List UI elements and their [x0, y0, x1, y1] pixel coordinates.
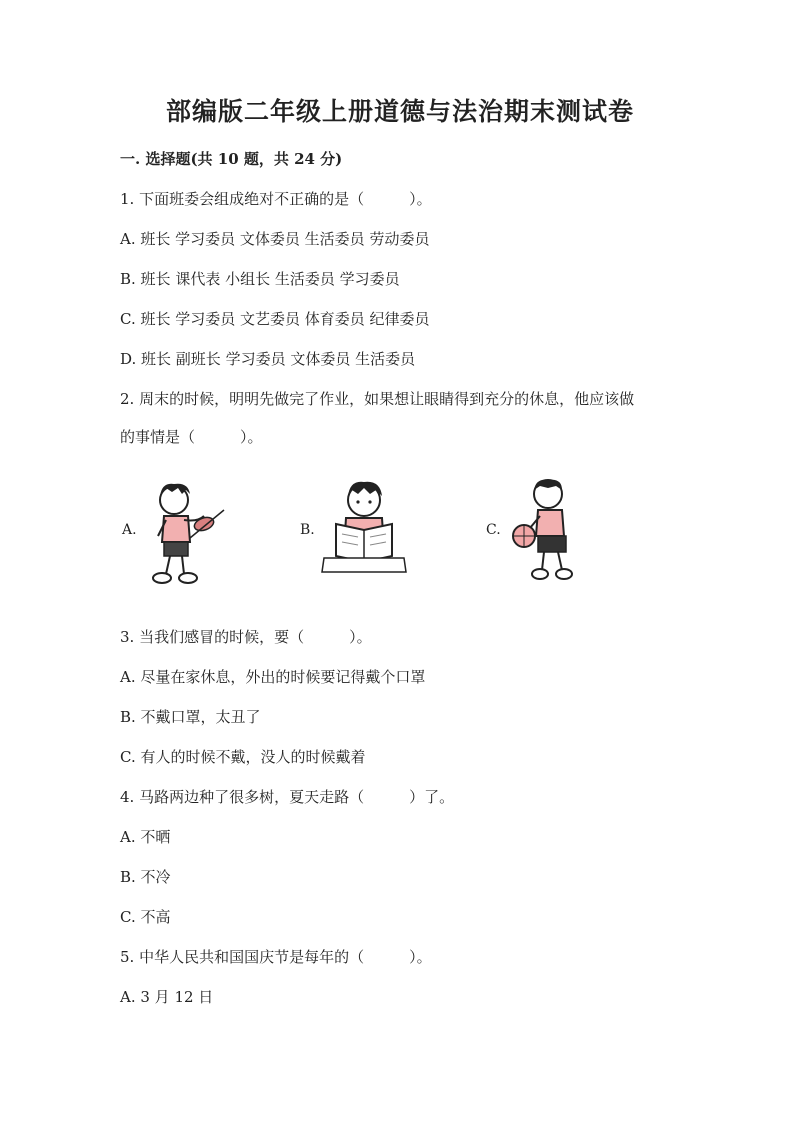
boy-reading-book-icon	[318, 474, 410, 574]
question-2-option-a-label: A.	[122, 522, 137, 538]
question-3-option-c: C. 有人的时候不戴，没人的时候戴着	[120, 748, 366, 766]
question-1-option-a: A. 班长 学习委员 文体委员 生活委员 劳动委员	[120, 230, 430, 248]
question-1-option-c: C. 班长 学习委员 文艺委员 体育委员 纪律委员	[120, 310, 430, 328]
question-3-stem: 3. 当我们感冒的时候，要（ ）。	[120, 628, 372, 646]
question-4-option-c: C. 不高	[120, 908, 171, 926]
question-2-option-b-label: B.	[300, 522, 315, 538]
question-4-option-b: B. 不冷	[120, 868, 171, 886]
question-1-stem: 1. 下面班委会组成绝对不正确的是（ ）。	[120, 190, 432, 208]
question-1-option-d: D. 班长 副班长 学习委员 文体委员 生活委员	[120, 350, 416, 368]
question-4-stem: 4. 马路两边种了很多树，夏天走路（ ）了。	[120, 788, 455, 806]
question-1-option-b: B. 班长 课代表 小组长 生活委员 学习委员	[120, 270, 400, 288]
question-2-stem-line-2: 的事情是（ ）。	[120, 428, 263, 446]
section-heading: 一. 选择题(共 10 题，共 24 分)	[120, 150, 343, 168]
question-2-option-c-label: C.	[486, 522, 501, 538]
page-title: 部编版二年级上册道德与法治期末测试卷	[165, 97, 634, 126]
question-2-stem-line-1: 2. 周末的时候，明明先做完了作业，如果想让眼睛得到充分的休息，他应该做	[120, 390, 635, 408]
question-3-option-b: B. 不戴口罩，太丑了	[120, 708, 261, 726]
boy-playing-basketball-icon	[504, 474, 584, 584]
boy-playing-violin-icon	[138, 476, 228, 586]
question-4-option-a: A. 不晒	[120, 828, 171, 846]
question-5-option-a: A. 3 月 12 日	[120, 988, 214, 1006]
question-3-option-a: A. 尽量在家休息，外出的时候要记得戴个口罩	[120, 668, 426, 686]
question-5-stem: 5. 中华人民共和国国庆节是每年的（ ）。	[120, 948, 432, 966]
